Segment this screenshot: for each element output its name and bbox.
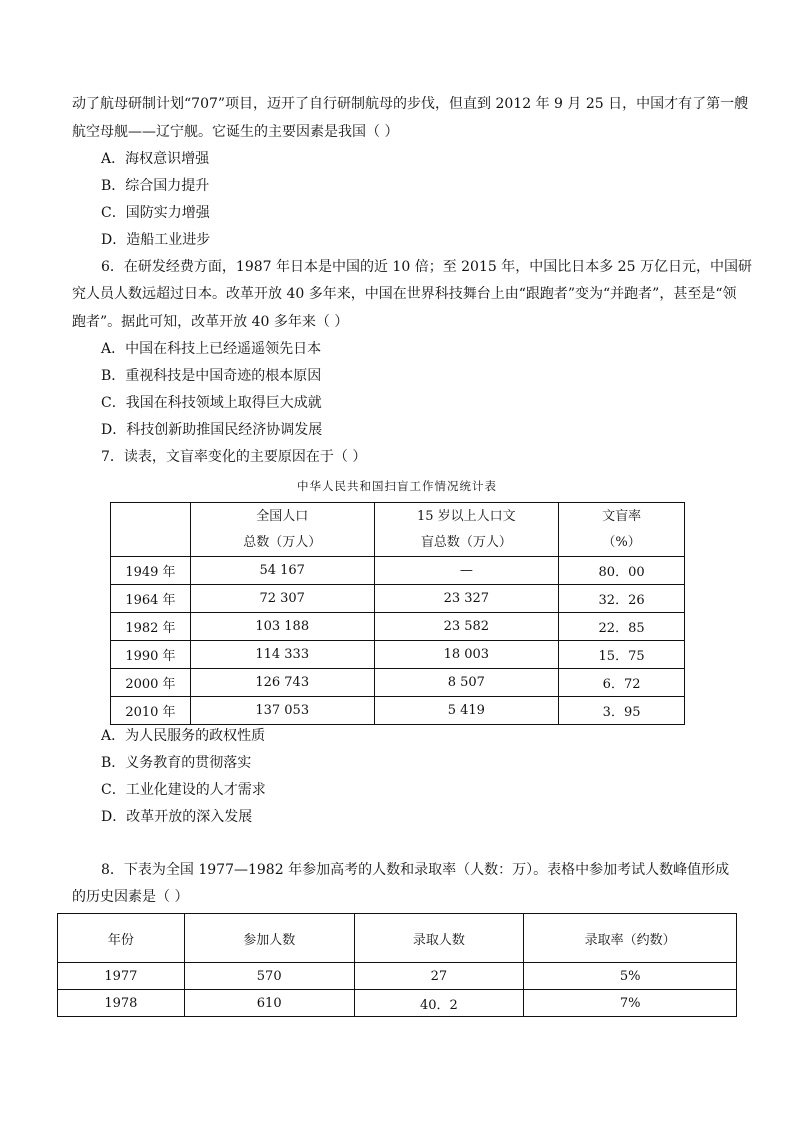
table-header-row — [58, 914, 737, 963]
gaokao-table — [57, 913, 737, 1017]
table-cell: 610 — [184, 990, 354, 1017]
literacy-table — [110, 502, 685, 725]
table-header-cell: 录取人数 — [354, 914, 524, 963]
table-cell: 1990 年 — [111, 641, 191, 669]
table-row — [111, 641, 685, 669]
table-row — [111, 557, 685, 585]
table-cell: 103 188 — [190, 613, 374, 641]
table-row — [58, 990, 737, 1017]
table-cell: 5% — [524, 963, 737, 990]
q7-table-caption: 中华人民共和国扫盲工作情况统计表 — [297, 479, 497, 493]
q5-stem-line-2: 航空母舰——辽宁舰。它诞生的主要因素是我国（ ） — [72, 124, 399, 140]
table-cell: 1982 年 — [111, 613, 191, 641]
table-cell: — — [374, 557, 559, 585]
q6-option-a: A．中国在科技上已经遥遥领先日本 — [101, 341, 322, 357]
table-header-cell — [111, 503, 191, 557]
table-cell: 2010 年 — [111, 697, 191, 725]
table-row — [111, 697, 685, 725]
table-header-cell: 文盲率 （%） — [559, 503, 685, 557]
q8-stem-line-1: 8．下表为全国 1977—1982 年参加高考的人数和录取率（人数：万）。表格中参加考试人数峰值形成 — [101, 862, 730, 878]
table-cell: 2000 年 — [111, 669, 191, 697]
table-cell: 27 — [354, 963, 524, 990]
table-cell: 8 507 — [374, 669, 559, 697]
table-header-row — [111, 503, 685, 557]
table-cell: 7% — [524, 990, 737, 1017]
table-cell: 5 419 — [374, 697, 559, 725]
table-cell: 114 333 — [190, 641, 374, 669]
table-cell: 23 327 — [374, 585, 559, 613]
q5-option-b: B．综合国力提升 — [101, 178, 210, 194]
table-cell: 80．00 — [559, 557, 685, 585]
q7-stem: 7．读表，文盲率变化的主要原因在于（ ） — [101, 449, 367, 465]
table-row — [111, 613, 685, 641]
table-header-cell: 全国人口 总数（万人） — [190, 503, 374, 557]
table-cell: 1978 — [58, 990, 185, 1017]
table-cell: 40．2 — [354, 990, 524, 1017]
q5-option-c: C．国防实力增强 — [101, 205, 210, 221]
q6-option-d: D．科技创新助推国民经济协调发展 — [101, 422, 323, 438]
table-header-cell: 参加人数 — [184, 914, 354, 963]
table-cell: 1949 年 — [111, 557, 191, 585]
q5-option-a: A．海权意识增强 — [101, 151, 210, 167]
q6-stem-line-2: 究人员人数远超过日本。改革开放 40 多年来，中国在世界科技舞台上由“跟跑者”变为“并跑者”，甚至是“领 — [72, 286, 737, 302]
table-cell: 126 743 — [190, 669, 374, 697]
table-cell: 570 — [184, 963, 354, 990]
table-cell: 22．85 — [559, 613, 685, 641]
table-cell: 6．72 — [559, 669, 685, 697]
q5-stem-line-1: 动了航母研制计划“707”项目，迈开了自行研制航母的步伐，但直到 2012 年 9 月 25 日，中国才有了第一艘 — [72, 96, 749, 112]
table-cell: 15．75 — [559, 641, 685, 669]
q7-option-b: B．义务教育的贯彻落实 — [101, 755, 252, 771]
q7-option-d: D．改革开放的深入发展 — [101, 809, 253, 825]
table-cell: 32．26 — [559, 585, 685, 613]
table-header-cell: 15 岁以上人口文 盲总数（万人） — [374, 503, 559, 557]
q6-stem-line-1: 6．在研发经费方面，1987 年日本是中国的近 10 倍；至 2015 年，中国比日本多 25 万亿日元，中国研 — [101, 259, 752, 275]
table-header-cell: 年份 — [58, 914, 185, 963]
q8-stem-line-2: 的历史因素是（ ） — [72, 889, 189, 905]
table-cell: 1977 — [58, 963, 185, 990]
q6-stem-line-3: 跑者”。据此可知，改革开放 40 多年来（ ） — [72, 314, 349, 330]
q7-option-a: A．为人民服务的政权性质 — [101, 728, 266, 744]
table-cell: 23 582 — [374, 613, 559, 641]
table-cell: 1964 年 — [111, 585, 191, 613]
table-header-cell: 录取率（约数） — [524, 914, 737, 963]
table-cell: 72 307 — [190, 585, 374, 613]
q6-option-c: C．我国在科技领域上取得巨大成就 — [101, 395, 322, 411]
table-cell: 18 003 — [374, 641, 559, 669]
q5-option-d: D．造船工业进步 — [101, 232, 211, 248]
q6-option-b: B．重视科技是中国奇迹的根本原因 — [101, 368, 322, 384]
table-cell: 3．95 — [559, 697, 685, 725]
table-row — [111, 585, 685, 613]
table-row — [58, 963, 737, 990]
table-cell: 137 053 — [190, 697, 374, 725]
q7-option-c: C．工业化建设的人才需求 — [101, 782, 266, 798]
table-cell: 54 167 — [190, 557, 374, 585]
table-row — [111, 669, 685, 697]
